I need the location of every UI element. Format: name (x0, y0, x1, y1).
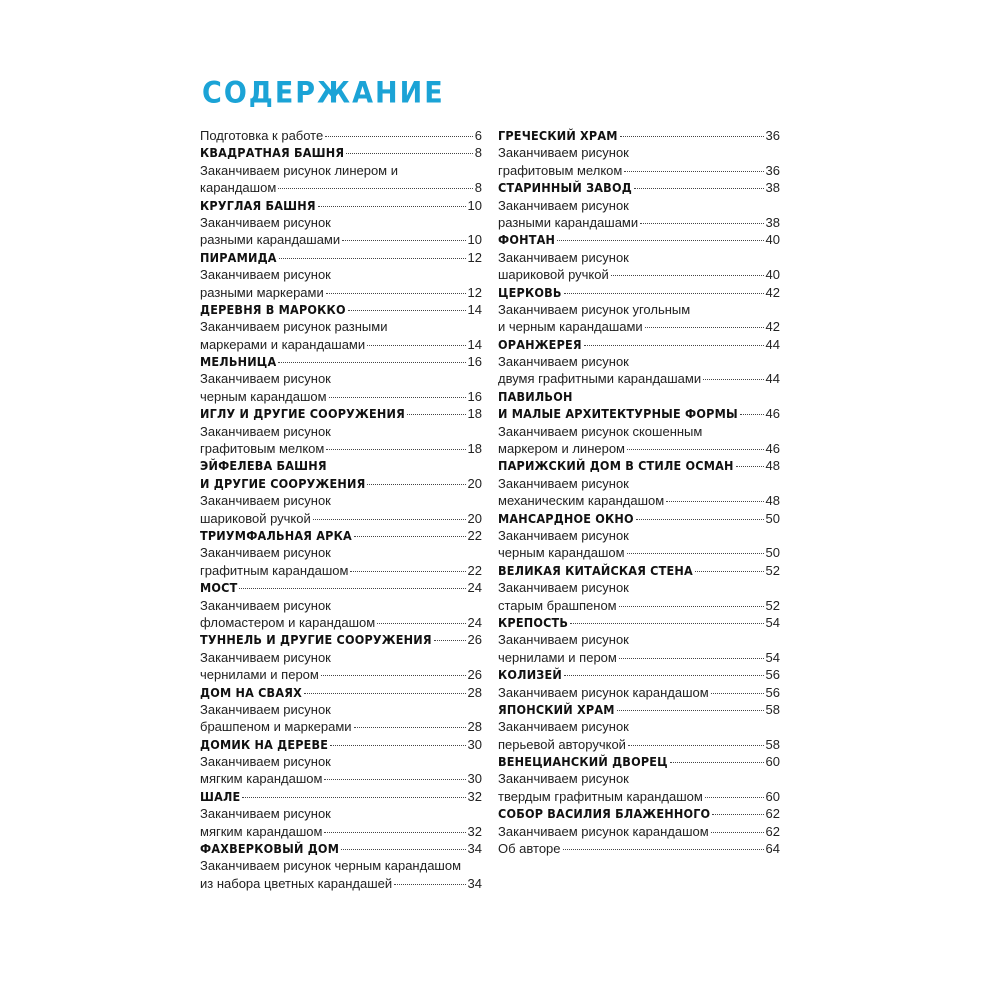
toc-dot-leader (564, 293, 764, 294)
toc-subentry (498, 197, 780, 214)
toc-page-number: 12 (467, 249, 482, 265)
toc-entry-text: Заканчиваем рисунок черным карандашом (200, 858, 462, 874)
toc-dot-leader (326, 449, 465, 450)
toc-entry-text: чернилами и пером (498, 649, 617, 665)
toc-subentry (200, 649, 482, 666)
toc-entry-text: разными маркерами (200, 284, 324, 300)
toc-entry-text: разными карандашами (200, 232, 341, 248)
toc-entry-text: ОРАНЖЕРЕЯ (498, 336, 582, 352)
toc-entry-text: И МАЛЫЕ АРХИТЕКТУРНЫЕ ФОРМЫ (498, 406, 738, 422)
toc-chapter-entry (498, 701, 780, 718)
toc-dot-leader (324, 832, 465, 833)
toc-entry-text: ИГЛУ И ДРУГИЕ СООРУЖЕНИЯ (200, 406, 405, 422)
toc-entry-text: мягким карандашом (200, 823, 323, 839)
toc-chapter-entry (498, 405, 780, 422)
toc-entry-text: фломастером и карандашом (200, 614, 376, 630)
toc-page-number: 58 (765, 701, 780, 717)
toc-subentry (200, 127, 482, 144)
toc-chapter-entry (498, 753, 780, 770)
toc-dot-leader (617, 710, 764, 711)
toc-page-number: 38 (765, 214, 780, 230)
toc-dot-leader (712, 814, 763, 815)
toc-page-number: 44 (765, 371, 780, 387)
toc-chapter-entry (498, 336, 780, 353)
toc-subentry (498, 736, 780, 753)
toc-dot-leader (342, 240, 465, 241)
toc-dot-leader (313, 519, 466, 520)
toc-dot-leader (666, 501, 763, 502)
toc-page-number: 54 (765, 649, 780, 665)
toc-subentry (200, 718, 482, 735)
toc-page-number: 12 (467, 284, 482, 300)
toc-entry-text: Заканчиваем рисунок (200, 754, 331, 770)
toc-page-number: 40 (765, 232, 780, 248)
toc-page-number: 30 (467, 736, 482, 752)
toc-page-number: 60 (765, 754, 780, 770)
toc-subentry (498, 475, 780, 492)
toc-chapter-entry (200, 475, 482, 492)
toc-dot-leader (619, 606, 764, 607)
toc-subentry (498, 249, 780, 266)
toc-dot-leader (326, 293, 466, 294)
toc-entry-text: графитовым мелком (200, 441, 325, 457)
toc-entry-text: Заканчиваем рисунок (498, 145, 629, 161)
toc-page-number: 28 (467, 684, 482, 700)
toc-entry-text: Заканчиваем рисунок угольным (498, 301, 691, 317)
toc-entry-text: КОЛИЗЕЙ (498, 667, 562, 683)
toc-entry-text: КВАДРАТНАЯ БАШНЯ (200, 145, 345, 161)
toc-page-number: 52 (765, 597, 780, 613)
toc-entry-text: Заканчиваем рисунок линером и (200, 162, 398, 178)
toc-chapter-entry (200, 684, 482, 701)
toc-subentry (200, 614, 482, 631)
toc-subentry (200, 823, 482, 840)
toc-entry-text: Заканчиваем рисунок карандашом (498, 823, 709, 839)
toc-dot-leader (564, 675, 764, 676)
toc-entry-text: Заканчиваем рисунок (200, 649, 331, 665)
toc-page-number: 52 (765, 562, 780, 578)
toc-chapter-entry (200, 405, 482, 422)
toc-page-number: 24 (467, 580, 482, 596)
toc-subentry (200, 231, 482, 248)
toc-entry-text: черным карандашом (498, 545, 625, 561)
toc-subentry (200, 284, 482, 301)
toc-entry-text: МЕЛЬНИЦА (200, 354, 277, 370)
toc-entry-text: Заканчиваем рисунок (200, 371, 331, 387)
toc-subentry (200, 562, 482, 579)
toc-entry-text: маркером и линером (498, 441, 625, 457)
toc-chapter-entry (200, 579, 482, 596)
toc-entry-text: Заканчиваем рисунок (498, 527, 629, 543)
toc-entry-text: Заканчиваем рисунок (200, 493, 331, 509)
toc-entry-text: ФАХВЕРКОВЫЙ ДОМ (200, 841, 340, 857)
toc-entry-text: Заканчиваем рисунок (200, 806, 331, 822)
toc-subentry (498, 544, 780, 561)
toc-dot-leader (695, 571, 764, 572)
toc-page-number: 8 (474, 145, 482, 161)
toc-column-right (498, 127, 780, 857)
toc-chapter-entry (498, 562, 780, 579)
toc-page-number: 58 (765, 736, 780, 752)
toc-entry-text: графитовым мелком (498, 162, 623, 178)
toc-subentry (498, 370, 780, 387)
toc-page-number: 18 (467, 441, 482, 457)
toc-entry-text: механическим карандашом (498, 493, 665, 509)
toc-dot-leader (346, 153, 473, 154)
toc-page-number: 46 (765, 406, 780, 422)
toc-entry-text: Заканчиваем рисунок скошенным (498, 423, 703, 439)
toc-entry-text: ДЕРЕВНЯ В МАРОККО (200, 301, 346, 317)
toc-entry-text: черным карандашом (200, 388, 327, 404)
toc-subentry (200, 388, 482, 405)
toc-page-number: 46 (765, 441, 780, 457)
toc-entry-text: ТРИУМФАЛЬНАЯ АРКА (200, 527, 352, 543)
toc-entry-text: Заканчиваем рисунок (498, 719, 629, 735)
toc-entry-text: ЭЙФЕЛЕВА БАШНЯ (200, 458, 327, 474)
toc-dot-leader (570, 623, 763, 624)
toc-entry-text: И ДРУГИЕ СООРУЖЕНИЯ (200, 475, 366, 491)
toc-dot-leader (434, 640, 466, 641)
toc-subentry (200, 440, 482, 457)
toc-page-number: 54 (765, 614, 780, 630)
toc-dot-leader (318, 206, 466, 207)
toc-entry-text: Заканчиваем рисунок разными (200, 319, 388, 335)
toc-dot-leader (711, 693, 764, 694)
toc-entry-text: шариковой ручкой (498, 267, 609, 283)
toc-entry-text: ЦЕРКОВЬ (498, 284, 562, 300)
toc-page-number: 20 (467, 510, 482, 526)
toc-entry-text: шариковой ручкой (200, 510, 311, 526)
toc-dot-leader (627, 449, 764, 450)
toc-subentry (200, 266, 482, 283)
toc-page-number: 64 (765, 841, 780, 857)
toc-entry-text: Заканчиваем рисунок (200, 423, 331, 439)
page-title: СОДЕРЖАНИЕ (202, 76, 445, 111)
toc-entry-text: КРУГЛАЯ БАШНЯ (200, 197, 316, 213)
toc-page-number: 26 (467, 667, 482, 683)
toc-subentry (498, 718, 780, 735)
toc-entry-text: Заканчиваем рисунок (498, 580, 629, 596)
toc-subentry (200, 318, 482, 335)
toc-chapter-entry (498, 284, 780, 301)
toc-entry-text: ШАЛЕ (200, 788, 241, 804)
toc-dot-leader (329, 397, 466, 398)
toc-dot-leader (367, 345, 465, 346)
toc-chapter-entry (200, 197, 482, 214)
toc-dot-leader (628, 745, 764, 746)
toc-subentry (200, 805, 482, 822)
toc-page-number: 42 (765, 319, 780, 335)
toc-entry-text: ДОМ НА СВАЯХ (200, 684, 302, 700)
toc-entry-text: двумя графитными карандашами (498, 371, 702, 387)
toc-subentry (200, 336, 482, 353)
toc-dot-leader (367, 484, 465, 485)
toc-entry-text: чернилами и пером (200, 667, 319, 683)
toc-entry-text: Заканчиваем рисунок (498, 249, 629, 265)
toc-dot-leader (354, 536, 466, 537)
toc-page-number: 14 (467, 301, 482, 317)
toc-page-number: 38 (765, 180, 780, 196)
toc-subentry (498, 770, 780, 787)
toc-entry-text: Заканчиваем рисунок карандашом (498, 684, 709, 700)
toc-subentry (498, 788, 780, 805)
toc-entry-text: Подготовка к работе (200, 128, 324, 143)
toc-dot-leader (325, 136, 473, 137)
toc-chapter-entry (498, 614, 780, 631)
toc-entry-text: ГРЕЧЕСКИЙ ХРАМ (498, 128, 618, 143)
toc-page-number: 62 (765, 823, 780, 839)
toc-page-number: 26 (467, 632, 482, 648)
toc-page-number: 32 (467, 823, 482, 839)
toc-entry-text: разными карандашами (498, 214, 639, 230)
toc-dot-leader (278, 188, 473, 189)
toc-subentry (200, 701, 482, 718)
toc-dot-leader (394, 884, 465, 885)
toc-page-number: 48 (765, 493, 780, 509)
toc-page-number: 6 (474, 128, 482, 143)
toc-subentry (200, 423, 482, 440)
toc-page-number: 30 (467, 771, 482, 787)
toc-entry-text: Заканчиваем рисунок (498, 475, 629, 491)
toc-chapter-entry (498, 388, 780, 405)
toc-dot-leader (239, 588, 465, 589)
toc-chapter-entry (498, 231, 780, 248)
toc-entry-text: мягким карандашом (200, 771, 323, 787)
toc-page-number: 36 (765, 162, 780, 178)
toc-entry-text: МОСТ (200, 580, 238, 596)
toc-dot-leader (740, 414, 764, 415)
toc-dot-leader (350, 571, 465, 572)
toc-dot-leader (377, 623, 465, 624)
toc-dot-leader (670, 762, 764, 763)
toc-dot-leader (619, 658, 764, 659)
toc-subentry (498, 597, 780, 614)
toc-entry-text: Заканчиваем рисунок (498, 354, 629, 370)
toc-entry-text: ЯПОНСКИЙ ХРАМ (498, 701, 615, 717)
toc-chapter-entry (498, 457, 780, 474)
toc-entry-text: КРЕПОСТЬ (498, 614, 569, 630)
toc-entry-text: ТУННЕЛЬ И ДРУГИЕ СООРУЖЕНИЯ (200, 632, 432, 648)
toc-chapter-entry (200, 249, 482, 266)
toc-entry-text: Об авторе (498, 841, 561, 857)
toc-subentry (498, 527, 780, 544)
toc-entry-text: Заканчиваем рисунок (200, 545, 331, 561)
toc-subentry (200, 214, 482, 231)
toc-subentry (498, 353, 780, 370)
toc-chapter-entry (498, 805, 780, 822)
toc-page-number: 10 (467, 197, 482, 213)
toc-subentry (200, 857, 482, 874)
toc-subentry (200, 162, 482, 179)
toc-page-number: 34 (467, 841, 482, 857)
toc-page-number: 34 (467, 875, 482, 891)
toc-subentry (200, 875, 482, 892)
toc-dot-leader (321, 675, 466, 676)
toc-subentry (200, 544, 482, 561)
toc-dot-leader (636, 519, 764, 520)
toc-page-number: 18 (467, 406, 482, 422)
toc-chapter-entry (498, 179, 780, 196)
toc-subentry (498, 318, 780, 335)
toc-subentry (200, 753, 482, 770)
toc-entry-text: твердым графитным карандашом (498, 788, 703, 804)
toc-subentry (498, 144, 780, 161)
toc-subentry (498, 301, 780, 318)
toc-entry-text: ВЕНЕЦИАНСКИЙ ДВОРЕЦ (498, 754, 668, 770)
toc-dot-leader (711, 832, 764, 833)
toc-page-number: 24 (467, 614, 482, 630)
toc-entry-text: старым брашпеном (498, 597, 617, 613)
toc-page-number: 32 (467, 788, 482, 804)
toc-chapter-entry (498, 666, 780, 683)
toc-chapter-entry (200, 353, 482, 370)
toc-page-number: 56 (765, 667, 780, 683)
toc-dot-leader (242, 797, 465, 798)
toc-dot-leader (584, 345, 764, 346)
toc-page-number: 14 (467, 336, 482, 352)
toc-subentry (200, 370, 482, 387)
toc-subentry (498, 214, 780, 231)
toc-dot-leader (627, 553, 764, 554)
toc-subentry (200, 510, 482, 527)
toc-chapter-entry (498, 127, 780, 144)
toc-entry-text: из набора цветных карандашей (200, 875, 393, 891)
toc-entry-text: Заканчиваем рисунок (200, 597, 331, 613)
toc-subentry (200, 770, 482, 787)
toc-chapter-entry (200, 457, 482, 474)
toc-entry-text: МАНСАРДНОЕ ОКНО (498, 510, 634, 526)
toc-subentry (498, 840, 780, 857)
toc-subentry (498, 649, 780, 666)
toc-entry-text: и черным карандашами (498, 319, 643, 335)
toc-entry-text: СТАРИННЫЙ ЗАВОД (498, 180, 632, 196)
toc-chapter-entry (498, 510, 780, 527)
toc-page-number: 16 (467, 388, 482, 404)
toc-page-number: 62 (765, 806, 780, 822)
toc-subentry (498, 684, 780, 701)
toc-entry-text: Заканчиваем рисунок (200, 267, 331, 283)
toc-subentry (200, 666, 482, 683)
toc-subentry (200, 492, 482, 509)
toc-entry-text: Заканчиваем рисунок (498, 197, 629, 213)
toc-chapter-entry (200, 788, 482, 805)
toc-column-left (200, 127, 482, 892)
toc-chapter-entry (200, 736, 482, 753)
toc-dot-leader (645, 327, 764, 328)
toc-page-number: 40 (765, 267, 780, 283)
toc-entry-text: ПИРАМИДА (200, 249, 277, 265)
toc-entry-text: ПАРИЖСКИЙ ДОМ В СТИЛЕ ОСМАН (498, 458, 734, 474)
toc-dot-leader (640, 223, 763, 224)
toc-entry-text: ВЕЛИКАЯ КИТАЙСКАЯ СТЕНА (498, 562, 693, 578)
toc-chapter-entry (200, 527, 482, 544)
toc-dot-leader (620, 136, 764, 137)
toc-entry-text: ФОНТАН (498, 232, 556, 248)
toc-subentry (498, 162, 780, 179)
toc-dot-leader (304, 693, 466, 694)
toc-entry-text: графитным карандашом (200, 562, 349, 578)
toc-dot-leader (611, 275, 764, 276)
toc-entry-text: СОБОР ВАСИЛИЯ БЛАЖЕННОГО (498, 806, 711, 822)
toc-page-number: 60 (765, 788, 780, 804)
toc-page-number: 44 (765, 336, 780, 352)
toc-chapter-entry (200, 631, 482, 648)
toc-dot-leader (624, 171, 763, 172)
toc-entry-text: карандашом (200, 180, 277, 196)
toc-entry-text: Заканчиваем рисунок (498, 632, 629, 648)
toc-page-number: 22 (467, 562, 482, 578)
toc-entry-text: Заканчиваем рисунок (200, 214, 331, 230)
toc-dot-leader (341, 849, 465, 850)
toc-dot-leader (330, 745, 465, 746)
toc-page-number: 22 (467, 527, 482, 543)
toc-dot-leader (324, 779, 465, 780)
toc-dot-leader (736, 466, 764, 467)
toc-chapter-entry (200, 301, 482, 318)
toc-page-number: 20 (467, 475, 482, 491)
toc-dot-leader (354, 727, 466, 728)
toc-page-number: 50 (765, 510, 780, 526)
toc-page-number: 8 (474, 180, 482, 196)
toc-dot-leader (407, 414, 466, 415)
toc-page-number: 42 (765, 284, 780, 300)
toc-dot-leader (278, 362, 465, 363)
toc-entry-text: перьевой авторучкой (498, 736, 626, 752)
toc-subentry (498, 579, 780, 596)
toc-page-number: 16 (467, 354, 482, 370)
toc-dot-leader (557, 240, 763, 241)
toc-chapter-entry (200, 144, 482, 161)
toc-subentry (498, 631, 780, 648)
toc-subentry (498, 440, 780, 457)
toc-dot-leader (563, 849, 764, 850)
toc-subentry (200, 597, 482, 614)
toc-page-number: 50 (765, 545, 780, 561)
toc-subentry (200, 179, 482, 196)
toc-subentry (498, 492, 780, 509)
toc-subentry (498, 266, 780, 283)
toc-dot-leader (705, 797, 764, 798)
toc-chapter-entry (200, 840, 482, 857)
toc-dot-leader (703, 379, 763, 380)
toc-entry-text: Заканчиваем рисунок (200, 701, 331, 717)
toc-page-number: 28 (467, 719, 482, 735)
toc-page-number: 48 (765, 458, 780, 474)
toc-subentry (498, 823, 780, 840)
toc-entry-text: маркерами и карандашами (200, 336, 366, 352)
toc-page-number: 56 (765, 684, 780, 700)
toc-page-number: 36 (765, 128, 780, 143)
toc-dot-leader (279, 258, 466, 259)
toc-entry-text: брашпеном и маркерами (200, 719, 352, 735)
toc-dot-leader (634, 188, 764, 189)
toc-entry-text: Заканчиваем рисунок (498, 771, 629, 787)
toc-page-number: 10 (467, 232, 482, 248)
toc-dot-leader (348, 310, 466, 311)
toc-entry-text: ПАВИЛЬОН (498, 388, 573, 404)
toc-subentry (498, 423, 780, 440)
toc-entry-text: ДОМИК НА ДЕРЕВЕ (200, 736, 329, 752)
